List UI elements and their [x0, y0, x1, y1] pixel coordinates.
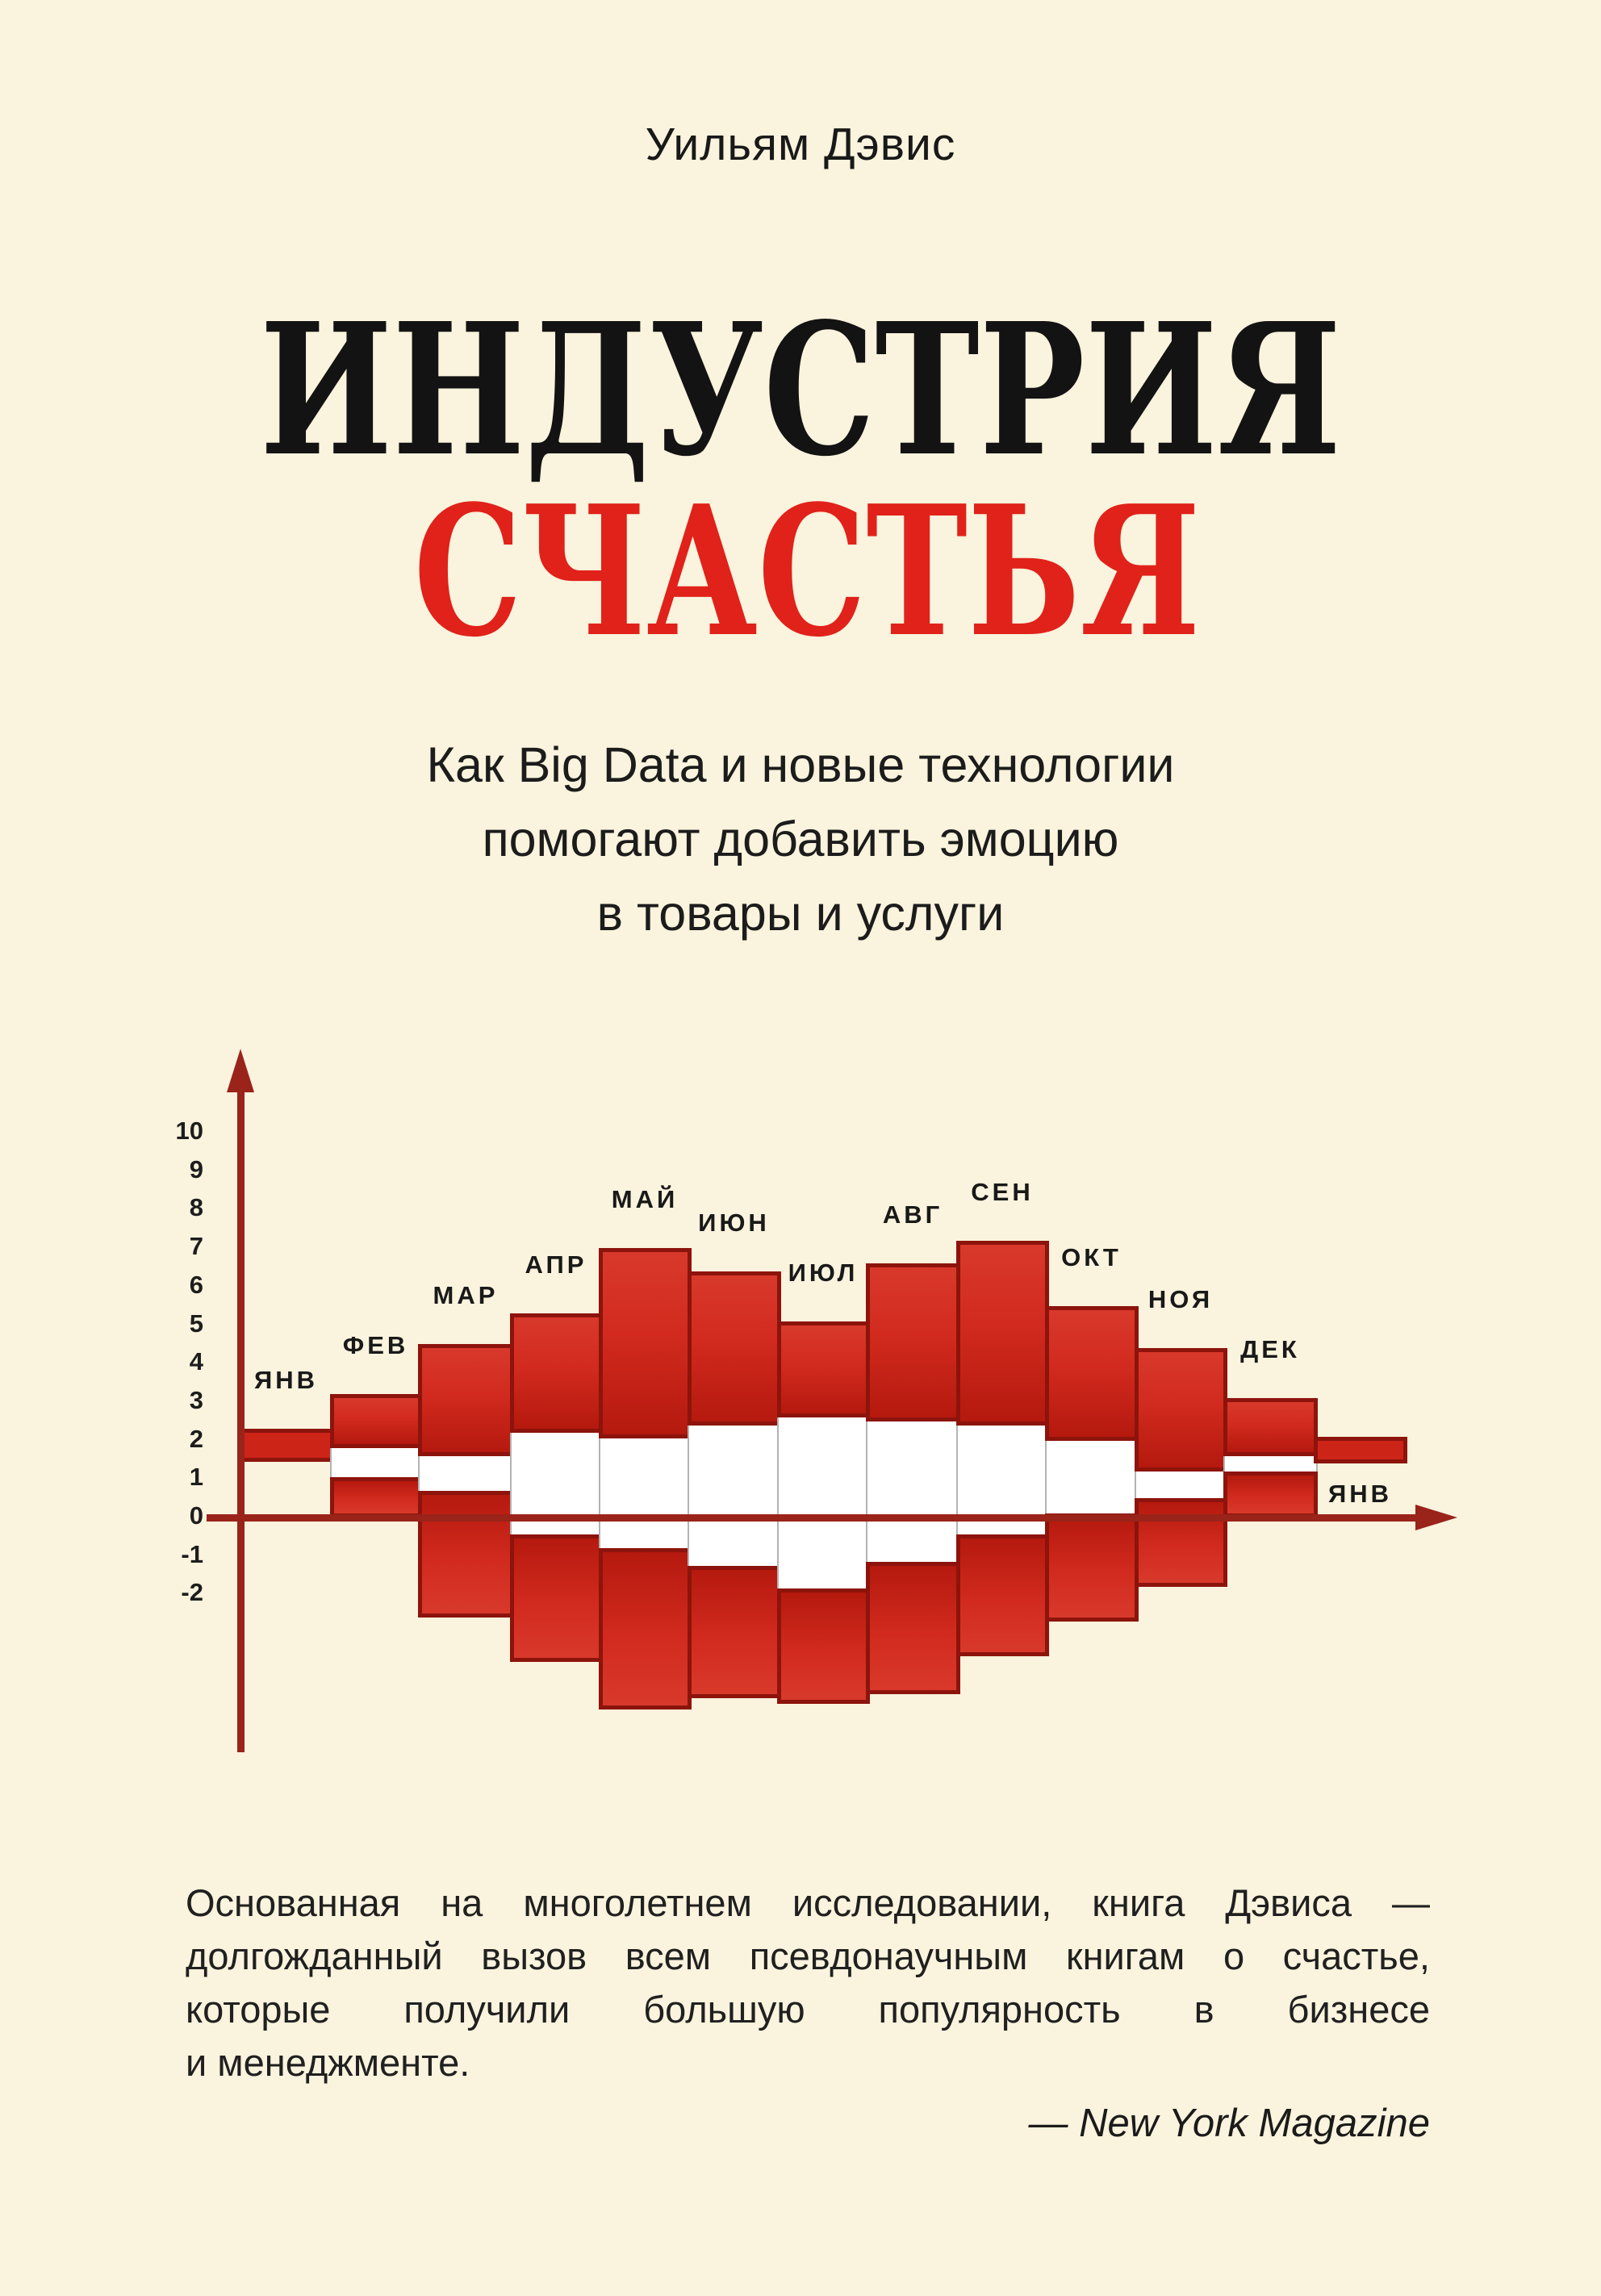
quote-line: которые получили большую популярность в бизнесе — [186, 1988, 1430, 2031]
y-tick-label: 4 — [189, 1347, 203, 1376]
quote-attribution: — New York Magazine — [1028, 2102, 1430, 2145]
subtitle-line: помогают добавить эмоцию — [482, 812, 1119, 866]
bar-lower-май — [599, 1548, 692, 1709]
bar-lower-сен — [956, 1534, 1049, 1655]
bar-lower-фев — [330, 1477, 422, 1517]
subtitle-line: в товары и услуги — [596, 886, 1005, 941]
bar-upper-ноя — [1135, 1348, 1227, 1472]
bar-lower-дек — [1223, 1472, 1318, 1517]
month-label-июн: ИЮН — [698, 1208, 770, 1237]
bar-upper-июн — [688, 1271, 781, 1426]
quote-line: долгожданный вызов всем псевдонаучным книгам о счастье, — [186, 1935, 1430, 1977]
x-axis-line — [207, 1514, 1417, 1522]
subtitle-line: Как Big Data и новые технологии — [426, 737, 1175, 792]
bar-upper-фев — [330, 1394, 422, 1448]
bar-lower-окт — [1045, 1513, 1139, 1622]
y-axis-arrow-icon — [227, 1049, 254, 1092]
month-label-мар: МАР — [433, 1281, 499, 1310]
bar-upper-май — [599, 1248, 692, 1438]
x-axis-arrow-icon — [1415, 1505, 1457, 1530]
quote-line: и менеджменте. — [186, 2041, 470, 2084]
bar-upper-апр — [510, 1313, 603, 1433]
y-tick-label: 10 — [175, 1117, 203, 1145]
bar-lower-ноя — [1135, 1498, 1227, 1587]
y-tick-label: 7 — [189, 1232, 203, 1261]
month-label-авг: АВГ — [882, 1200, 943, 1229]
y-tick-label: 5 — [189, 1309, 203, 1338]
bar-lower-апр — [510, 1534, 603, 1661]
review-quote — [186, 1876, 1430, 2089]
month-label-апр: АПР — [525, 1250, 587, 1279]
bar-lower-авг — [866, 1562, 960, 1695]
month-label-ноя: НОЯ — [1147, 1285, 1214, 1314]
month-label-фев: ФЕВ — [342, 1331, 409, 1360]
quote-line: Основанная на многолетнем исследовании, книга Дэвиса — — [186, 1881, 1430, 1924]
y-tick-label: 2 — [189, 1424, 203, 1453]
bar-lower-мар — [418, 1491, 514, 1618]
y-tick-label: -2 — [181, 1578, 203, 1607]
month-label-сен: СЕН — [971, 1177, 1034, 1206]
mouth-gap-фев — [330, 1448, 422, 1477]
mouth-gap-дек — [1223, 1456, 1318, 1472]
y-axis-line — [237, 1087, 245, 1752]
bar-upper-мар — [418, 1344, 514, 1455]
mouth-gap-июн — [688, 1426, 781, 1566]
mouth-gap-июл — [777, 1417, 870, 1588]
bar-lower-июн — [688, 1566, 781, 1699]
bar-lower-июл — [777, 1588, 870, 1704]
month-label-дек: ДЕК — [1240, 1335, 1300, 1364]
bar-upper-июл — [777, 1321, 870, 1417]
y-tick-label: 6 — [189, 1270, 203, 1299]
mouth-gap-мар — [418, 1456, 514, 1491]
month-label-май: МАЙ — [611, 1185, 679, 1214]
bar-янв — [1314, 1437, 1407, 1463]
title-text: ИНДУСТРИЯ — [260, 295, 1341, 489]
month-label-янв: ЯНВ — [1327, 1480, 1393, 1509]
mouth-gap-ноя — [1135, 1472, 1227, 1498]
month-label-янв: ЯНВ — [253, 1366, 319, 1395]
month-label-июл: ИЮЛ — [788, 1258, 859, 1287]
y-tick-label: 1 — [189, 1463, 203, 1492]
author-name: Уильям Дэвис — [645, 119, 956, 170]
y-tick-label: 9 — [189, 1154, 203, 1183]
bar-upper-сен — [956, 1241, 1049, 1426]
y-tick-label: 3 — [189, 1385, 203, 1414]
mouth-gap-май — [599, 1438, 692, 1548]
bar-янв — [239, 1429, 334, 1462]
bar-upper-авг — [866, 1263, 960, 1421]
y-tick-label: 0 — [189, 1501, 203, 1530]
month-label-окт: ОКТ — [1061, 1242, 1122, 1271]
bar-upper-дек — [1223, 1398, 1318, 1456]
mouth-gap-авг — [866, 1421, 960, 1562]
bar-upper-окт — [1045, 1306, 1139, 1441]
mouth-gap-окт — [1045, 1441, 1139, 1514]
y-tick-label: -1 — [181, 1539, 203, 1568]
y-tick-label: 8 — [189, 1193, 203, 1222]
title-accent-text: СЧАСТЬЯ — [413, 473, 1201, 666]
